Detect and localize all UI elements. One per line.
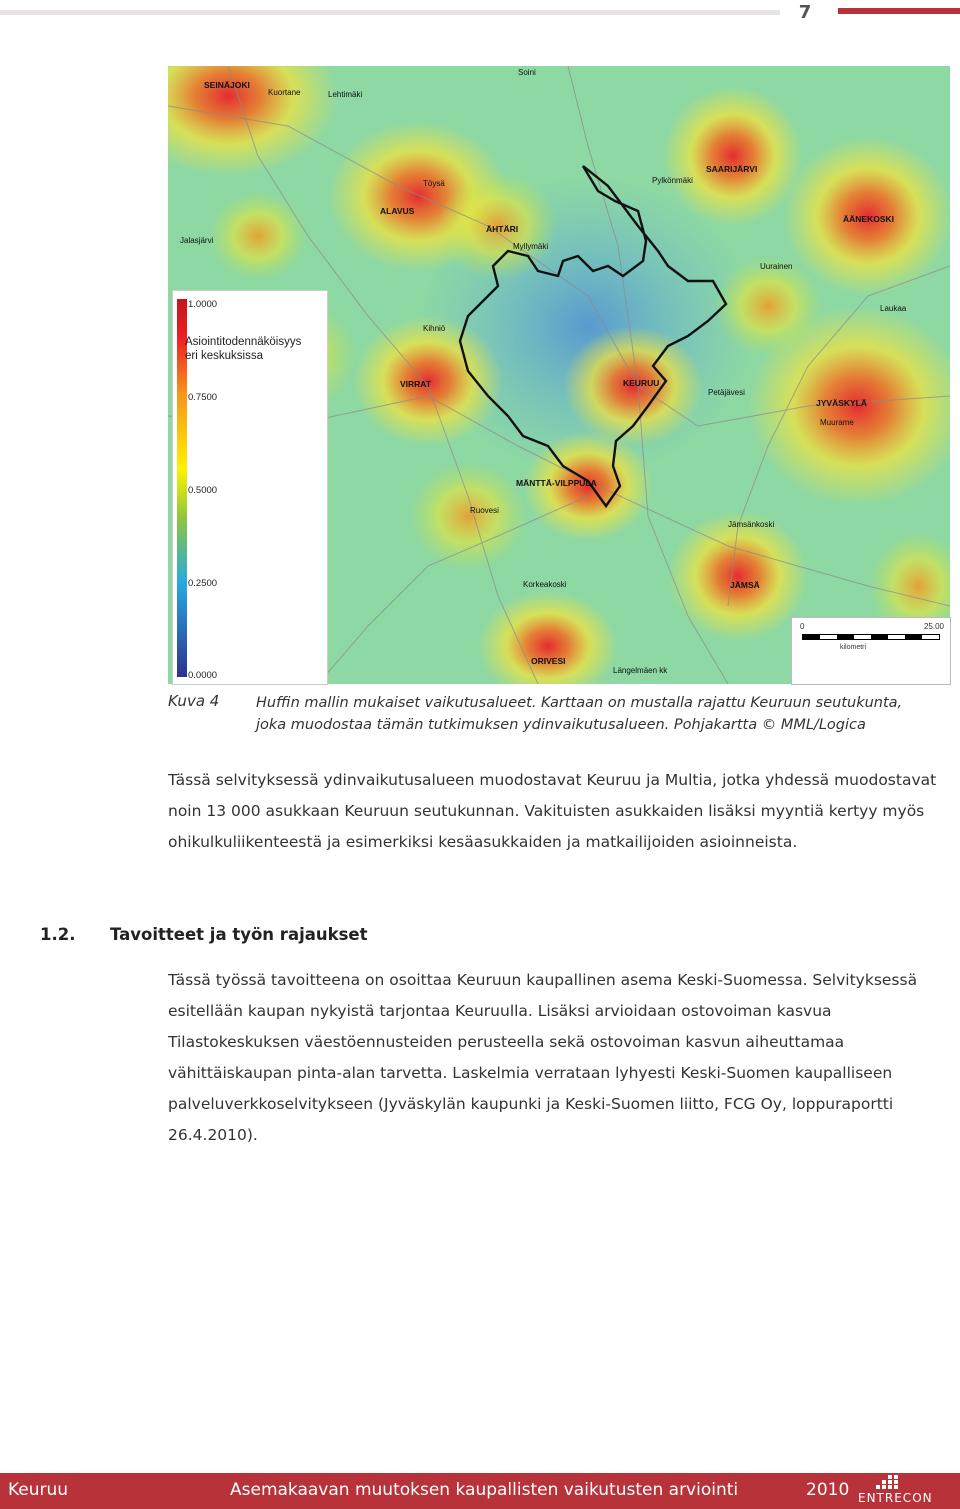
legend-tick: 0.2500 [188, 578, 218, 589]
map-scale [791, 617, 951, 685]
place-label: Myllymäki [513, 242, 549, 251]
place-label: Lehtimäki [328, 90, 363, 99]
footer-title: Asemakaavan muutoksen kaupallisten vaikutusten arviointi [230, 1480, 739, 1500]
place-label: ÄHTÄRI [486, 224, 519, 234]
place-label: Pylkönmäki [652, 176, 693, 185]
place-label: Laukaa [880, 304, 907, 313]
map-legend [172, 290, 328, 685]
section-title: Tavoitteet ja työn rajaukset [110, 925, 368, 944]
place-label: Jämsänkoski [728, 520, 775, 529]
place-label: Korkeakoski [523, 580, 567, 589]
footer-brand: ENTRECON [858, 1491, 933, 1505]
place-label: Kihniö [423, 324, 446, 333]
place-label: SEINÄJOKI [204, 80, 250, 90]
place-label: JYVÄSKYLÄ [816, 398, 868, 408]
legend-tick: 0.7500 [188, 392, 218, 403]
place-label: Jalasjärvi [180, 236, 214, 245]
place-label: Längelmäen kk [613, 666, 668, 675]
place-label: KEURUU [623, 378, 660, 388]
figure-caption: Huffin mallin mukaiset vaikutusalueet. Karttaan on mustalla rajattu Keuruun seutukunta, joka muodostaa tämän tutkimuksen ydinvaikutusalueen. Pohjakartta © MML/Logica [256, 695, 903, 733]
body-paragraph: Tässä selvityksessä ydinvaikutusalueen muodostavat Keuruu ja Multia, jotka yhdessä muodostavat noin 13 000 asukkaan Keuruun seutukunnan. Vakituisten asukkaiden lisäksi myyntiä kertyy myös ohikulkuliikenteestä ja esimerkiksi kesäasukkaiden ja matkailijoiden asioinneista. [168, 771, 937, 851]
place-label: Petäjävesi [708, 388, 745, 397]
place-label: SAARIJÄRVI [706, 164, 758, 174]
place-label: Soini [518, 68, 536, 77]
legend-tick: 0.5000 [188, 485, 218, 496]
scale-unit: kilometri [840, 644, 867, 651]
place-label: ORIVESI [531, 656, 566, 666]
page-number: 7 [798, 2, 812, 23]
legend-title-line2: eri keskuksissa [185, 350, 263, 362]
scale-max: 25.00 [923, 622, 944, 631]
legend-tick: 1.0000 [188, 299, 218, 310]
legend-tick: 0.0000 [188, 670, 218, 681]
scale-zero: 0 [800, 622, 805, 631]
place-label: Ruovesi [470, 506, 499, 515]
header-rule [0, 10, 780, 15]
place-label: Töysä [423, 179, 445, 188]
place-label: Muurame [820, 418, 854, 427]
place-label: JÄMSÄ [730, 580, 760, 590]
legend-title [185, 335, 301, 363]
section-number: 1.2. [40, 925, 76, 944]
body-paragraph: Tässä työssä tavoitteena on osoittaa Keuruun kaupallinen asema Keski-Suomessa. Selvityksessä esitellään kaupan nykyistä tarjontaa Keuruulla. Lisäksi arvioidaan ostovoiman kasvua Tilastokeskuksen väestöennusteiden perusteella sekä ostovoiman kasvun aiheuttamaa vähittäiskaupan pinta-alan tarvetta. Laskelmia verrataan lyhyesti Keski-Suomen kaupalliseen palveluverkkoselvitykseen (Jyväskylän kaupunki ja Keski-Suomen liitto, FCG Oy, loppuraportti 26.4.2010). [168, 971, 918, 1144]
scale-bar [802, 634, 940, 640]
place-label: ALAVUS [380, 206, 415, 216]
figure-label: Kuva 4 [168, 692, 220, 710]
header-accent-bar [838, 8, 960, 14]
footer-year: 2010 [806, 1480, 850, 1500]
place-label: ÄÄNEKOSKI [843, 214, 895, 224]
place-label: Uurainen [760, 262, 793, 271]
legend-title-line1: Asiointitodennäköisyys [185, 336, 302, 348]
page-footer [0, 1473, 960, 1509]
place-label: MÄNTTÄ-VILPPULA [516, 478, 597, 488]
footer-location: Keuruu [8, 1480, 69, 1500]
entrecon-logo-icon [876, 1475, 898, 1491]
place-label: Kuortane [268, 88, 301, 97]
place-label: VIRRAT [400, 379, 432, 389]
